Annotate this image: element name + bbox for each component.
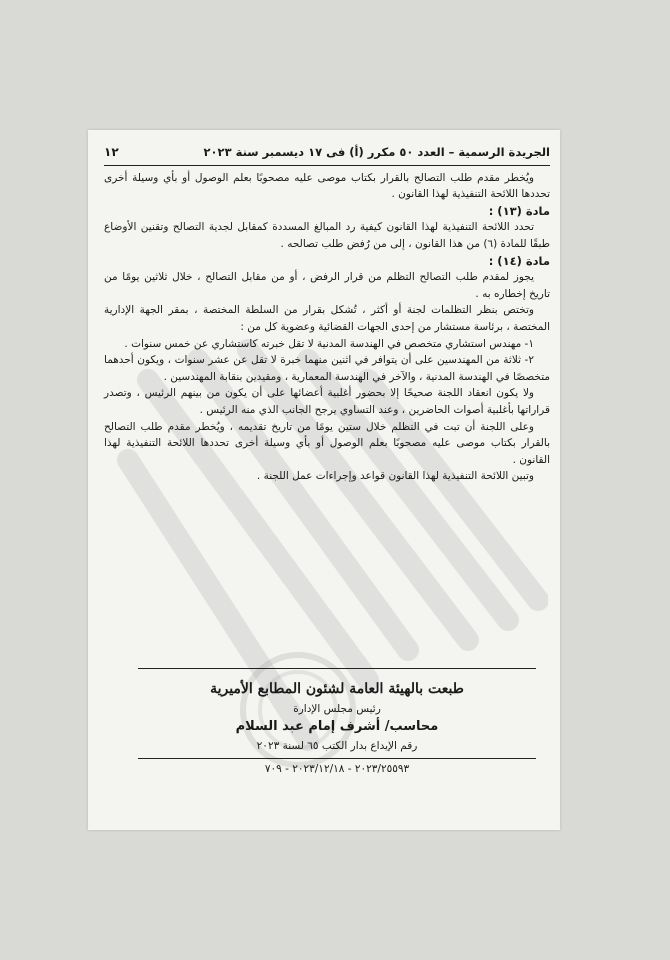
paragraph: وعلى اللجنة أن تبت في التظلم خلال ستين يومًا من تاريخ تقديمه ، ويُخطر مقدم طلب التصالح بالقرار بكتاب موصى عليه مصحوبًا بعلم الوصول أو بأي وسيلة أخرى تحددها اللائحة التنفيذية لهذا القانون . bbox=[104, 420, 550, 466]
article-14-heading: مادة (١٤) : bbox=[488, 253, 550, 268]
divider bbox=[138, 758, 536, 759]
list-item: ١- مهندس استشاري متخصص في الهندسة المدنية لا تقل خبرته كاستشاري عن خمس سنوات . bbox=[124, 337, 534, 350]
page-number: ١٢ bbox=[104, 145, 119, 159]
paragraph: ولا يكون انعقاد اللجنة صحيحًا إلا بحضور أغلبية أعضائها على أن يكون من بينهم الرئيس ، وتصدر قراراتها بأغلبية أصوات الحاضرين ، وعند التساوي يرجح الجانب الذي منه الرئيس . bbox=[104, 387, 550, 416]
paragraph: ويُخطر مقدم طلب التصالح بالقرار بكتاب موصى عليه مصحوبًا بعلم الوصول أو بأي وسيلة أخرى تحددها اللائحة التنفيذية لهذا القانون . bbox=[104, 171, 550, 201]
printer-name: طبعت بالهيئة العامة لشئون المطابع الأميرية bbox=[210, 681, 464, 697]
chairman-name: محاسب/ أشرف إمام عبد السلام bbox=[235, 719, 439, 734]
print-code: ٢٠٢٣/٢٥٥٩٣ - ٢٠٢٣/١٢/١٨ - ٧٠٩ bbox=[264, 763, 410, 775]
chairman-title: رئيس مجلس الإدارة bbox=[293, 703, 381, 715]
article-13-heading: مادة (١٣) : bbox=[488, 203, 550, 218]
document-page bbox=[88, 130, 560, 830]
paragraph: تحدد اللائحة التنفيذية لهذا القانون كيفية رد المبالغ المسددة كمقابل لجدية التصالح وتقنين الأوضاع طبقًا للمادة (٦) من هذا القانون ، إلى من رُفض طلب تصالحه . bbox=[104, 221, 550, 250]
gazette-title: الجريدة الرسمية – العدد ٥٠ مكرر (أ) فى ١٧ ديسمبر سنة ٢٠٢٣ bbox=[203, 145, 550, 159]
deposit-number: رقم الإيداع بدار الكتب ٦٥ لسنة ٢٠٢٣ bbox=[256, 740, 418, 752]
document-body bbox=[104, 144, 550, 485]
paragraph: وتبين اللائحة التنفيذية لهذا القانون قواعد وإجراءات عمل اللجنة . bbox=[256, 470, 534, 483]
paragraph: يجوز لمقدم طلب التصالح التظلم من قرار الرفض ، أو من مقابل التصالح ، خلال ثلاثين يومًا من تاريخ إخطاره به . bbox=[104, 271, 550, 300]
divider bbox=[138, 668, 536, 669]
list-item: ٢- ثلاثة من المهندسين على أن يتوافر في اثنين منهما خبرة لا تقل عن عشر سنوات ، ويكون أحدهما متخصصًا في الهندسة المدنية ، والآخر في الهندسة المعمارية ، ومقيدين بنقابة المهندسين . bbox=[104, 354, 550, 383]
page-header bbox=[104, 144, 550, 166]
paragraph: وتختص بنظر التظلمات لجنة أو أكثر ، تُشكل بقرار من السلطة المختصة ، بمقر الجهة الإدارية المختصة ، برئاسة مستشار من إحدى الجهات القضائية وعضوية كل من : bbox=[104, 304, 550, 333]
page-footer bbox=[138, 668, 536, 775]
